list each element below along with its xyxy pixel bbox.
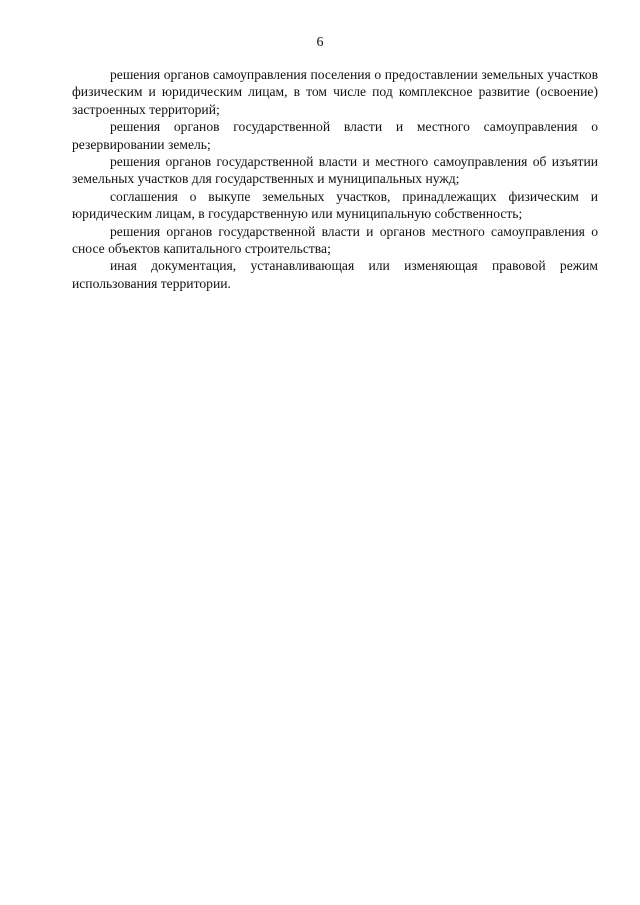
paragraph-other-documentation: иная документация, устанавливающая или изменяющая правовой режим использования территории. [72, 258, 598, 291]
paragraph-land-reservation-decisions: решения органов государственной власти и местного самоуправления о резервировании земель; [72, 119, 598, 152]
paragraph-land-allocation-decisions: решения органов самоуправления поселения о предоставлении земельных участков физическим и юридическим лицам, в том числе под комплексное развитие (освоение) застроенных территорий; [72, 67, 598, 117]
paragraph-demolition-decisions: решения органов государственной власти и органов местного самоуправления о сносе объектов капитального строительства; [72, 223, 598, 257]
paragraph-land-purchase-agreements: соглашения о выкупе земельных участков, принадлежащих физическим и юридическим лицам, в государственную или муниципальную собственность; [72, 188, 598, 222]
paragraph-land-seizure-decisions: решения органов государственной власти и местного самоуправления об изъятии земельных участков для государственных и муниципальных нужд; [72, 154, 598, 187]
document-body [72, 66, 598, 292]
page-number: 6 [316, 35, 324, 50]
